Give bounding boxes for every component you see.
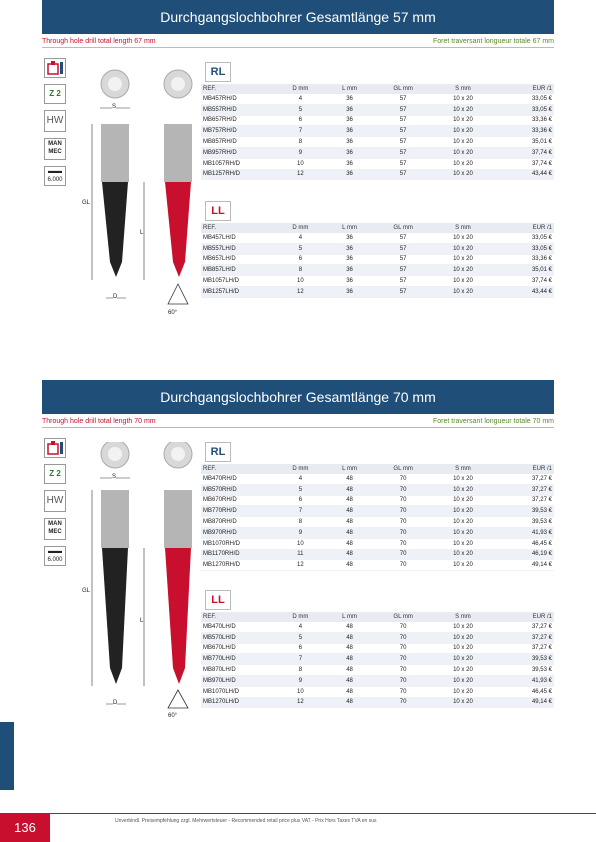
l-cell: 36 (326, 169, 374, 180)
table-header-row (201, 223, 554, 233)
dim-gl-label: GL (82, 588, 91, 594)
gl-cell: 70 (373, 517, 433, 528)
l-cell: 36 (326, 286, 374, 297)
gl-cell: 70 (373, 495, 433, 506)
l-cell: 36 (326, 265, 374, 276)
table-row (201, 527, 554, 538)
col-s: S mm (433, 464, 493, 474)
table-row (201, 549, 554, 560)
ref-cell: MB870RH/D (201, 517, 275, 528)
col-ref: REF. (201, 223, 275, 233)
gl-cell: 70 (373, 527, 433, 538)
l-cell: 48 (326, 517, 374, 528)
d-cell: 7 (275, 506, 326, 517)
ll-table (201, 223, 554, 298)
d-cell: 10 (275, 538, 326, 549)
gl-cell: 57 (373, 147, 433, 158)
d-cell: 9 (275, 527, 326, 538)
s-cell: 10 x 20 (433, 474, 493, 484)
gl-cell: 57 (373, 286, 433, 297)
gl-cell: 70 (373, 632, 433, 643)
d-cell: 4 (275, 622, 326, 632)
ref-cell: MB470LH/D (201, 622, 275, 632)
price-cell: 33,05 € (493, 94, 554, 104)
d-cell: 9 (275, 675, 326, 686)
drill-illustration (78, 62, 204, 332)
ref-cell: MB457LH/D (201, 233, 275, 243)
l-cell: 48 (326, 527, 374, 538)
d-cell: 8 (275, 137, 326, 148)
table-row (201, 254, 554, 265)
d-cell: 12 (275, 697, 326, 708)
table-row (201, 115, 554, 126)
col-l: L mm (326, 612, 374, 622)
ref-cell: MB570RH/D (201, 484, 275, 495)
price-cell: 37,27 € (493, 484, 554, 495)
d-cell: 12 (275, 286, 326, 297)
price-cell: 39,53 € (493, 517, 554, 528)
ref-cell: MB557RH/D (201, 104, 275, 115)
man-label: MAN (48, 141, 62, 147)
price-cell: 37,27 € (493, 632, 554, 643)
ref-cell: MB1057RH/D (201, 158, 275, 169)
s-cell: 10 x 20 (433, 115, 493, 126)
d-cell: 4 (275, 233, 326, 243)
ref-cell: MB970RH/D (201, 527, 275, 538)
d-cell: 10 (275, 686, 326, 697)
s-cell: 10 x 20 (433, 495, 493, 506)
subtitle-en: Through hole drill total length 70 mm (42, 418, 156, 425)
s-cell: 10 x 20 (433, 654, 493, 665)
col-l: L mm (326, 223, 374, 233)
ref-cell: MB757RH/D (201, 126, 275, 137)
col-l: L mm (326, 84, 374, 94)
table-row (201, 484, 554, 495)
price-cell: 33,36 € (493, 254, 554, 265)
d-cell: 11 (275, 549, 326, 560)
footer-note: Unverbindl. Preisempfehlung zzgl. Mehrwertsteuer - Recommended retail price plus VAT - Prix Hors Taxes TVA en sus (115, 818, 377, 824)
mec-label: MEC (48, 529, 62, 535)
price-cell: 46,19 € (493, 549, 554, 560)
col-ref: REF. (201, 84, 275, 94)
d-cell: 5 (275, 243, 326, 254)
l-cell: 48 (326, 506, 374, 517)
ll-badge: LL (205, 201, 231, 221)
subtitle-fr: Foret traversant longueur totale 70 mm (432, 418, 554, 425)
s-cell: 10 x 20 (433, 697, 493, 708)
s-cell: 10 x 20 (433, 137, 493, 148)
s-cell: 10 x 20 (433, 233, 493, 243)
table-row (201, 276, 554, 287)
s-cell: 10 x 20 (433, 665, 493, 676)
s-cell: 10 x 20 (433, 560, 493, 571)
table-header-row (201, 84, 554, 94)
mec-label: MEC (48, 149, 62, 155)
col-eur: EUR /1 (493, 84, 554, 94)
man-mec-icon (44, 518, 66, 540)
feature-icons (42, 438, 68, 572)
col-ref: REF. (201, 612, 275, 622)
s-cell: 10 x 20 (433, 158, 493, 169)
col-s: S mm (433, 612, 493, 622)
gl-cell: 70 (373, 538, 433, 549)
package-symbol: ▬▬ (48, 548, 62, 555)
s-cell: 10 x 20 (433, 686, 493, 697)
gl-cell: 57 (373, 233, 433, 243)
gl-cell: 57 (373, 115, 433, 126)
d-cell: 5 (275, 104, 326, 115)
col-d: D mm (275, 84, 326, 94)
price-cell: 43,44 € (493, 286, 554, 297)
gl-cell: 70 (373, 643, 433, 654)
price-cell: 41,93 € (493, 675, 554, 686)
subtitle-rule (42, 47, 554, 48)
col-gl: GL mm (373, 223, 433, 233)
section-57 (0, 0, 596, 350)
price-cell: 37,74 € (493, 147, 554, 158)
l-cell: 48 (326, 675, 374, 686)
s-cell: 10 x 20 (433, 675, 493, 686)
col-eur: EUR /1 (493, 464, 554, 474)
gl-cell: 70 (373, 474, 433, 484)
table-row (201, 560, 554, 571)
table-row (201, 286, 554, 297)
l-cell: 36 (326, 276, 374, 287)
dim-d-label: D (113, 294, 118, 300)
l-cell: 48 (326, 697, 374, 708)
l-cell: 36 (326, 243, 374, 254)
dim-s-label: S (112, 474, 117, 480)
ref-cell: MB670RH/D (201, 495, 275, 506)
l-cell: 48 (326, 474, 374, 484)
price-cell: 35,01 € (493, 137, 554, 148)
ref-cell: MB1270RH/D (201, 560, 275, 571)
s-cell: 10 x 20 (433, 254, 493, 265)
s-cell: 10 x 20 (433, 265, 493, 276)
price-cell: 35,01 € (493, 265, 554, 276)
l-cell: 36 (326, 147, 374, 158)
d-cell: 4 (275, 94, 326, 104)
col-gl: GL mm (373, 612, 433, 622)
col-eur: EUR /1 (493, 612, 554, 622)
s-cell: 10 x 20 (433, 243, 493, 254)
table-row (201, 538, 554, 549)
ref-cell: MB957RH/D (201, 147, 275, 158)
rl-table (201, 84, 554, 180)
col-s: S mm (433, 223, 493, 233)
man-label: MAN (48, 521, 62, 527)
table-row (201, 233, 554, 243)
drill-illustration (78, 442, 204, 719)
l-cell: 48 (326, 632, 374, 643)
table-row (201, 622, 554, 632)
dim-d-label: D (113, 700, 118, 706)
l-cell: 48 (326, 665, 374, 676)
price-cell: 37,27 € (493, 622, 554, 632)
section-title: Durchgangslochbohrer Gesamtlänge 70 mm (42, 380, 554, 414)
gl-cell: 57 (373, 276, 433, 287)
s-cell: 10 x 20 (433, 147, 493, 158)
section-title: Durchgangslochbohrer Gesamtlänge 57 mm (42, 0, 554, 34)
d-cell: 6 (275, 115, 326, 126)
package-qty: 6.000 (47, 557, 63, 563)
ref-cell: MB657LH/D (201, 254, 275, 265)
ref-cell: MB870LH/D (201, 665, 275, 676)
l-cell: 36 (326, 137, 374, 148)
table-row (201, 104, 554, 115)
l-cell: 36 (326, 233, 374, 243)
l-cell: 36 (326, 104, 374, 115)
s-cell: 10 x 20 (433, 643, 493, 654)
price-cell: 37,74 € (493, 158, 554, 169)
table-row (201, 654, 554, 665)
table-header-row (201, 464, 554, 474)
ll-badge: LL (205, 590, 231, 610)
table-row (201, 517, 554, 528)
col-d: D mm (275, 612, 326, 622)
d-cell: 12 (275, 169, 326, 180)
s-cell: 10 x 20 (433, 506, 493, 517)
d-cell: 5 (275, 632, 326, 643)
col-l: L mm (326, 464, 374, 474)
d-cell: 10 (275, 158, 326, 169)
l-cell: 48 (326, 538, 374, 549)
s-cell: 10 x 20 (433, 622, 493, 632)
table-row (201, 126, 554, 137)
price-cell: 41,93 € (493, 527, 554, 538)
ref-cell: MB1257LH/D (201, 286, 275, 297)
l-cell: 48 (326, 686, 374, 697)
ref-cell: MB657RH/D (201, 115, 275, 126)
angle-label: 60° (168, 310, 178, 316)
dim-l-label: L (140, 230, 144, 236)
price-cell: 49,14 € (493, 697, 554, 708)
l-cell: 48 (326, 654, 374, 665)
table-row (201, 243, 554, 254)
d-cell: 6 (275, 254, 326, 265)
ref-cell: MB1070RH/D (201, 538, 275, 549)
table-row (201, 675, 554, 686)
hw-icon: HW (44, 490, 66, 512)
hw-icon: HW (44, 110, 66, 132)
price-cell: 37,74 € (493, 276, 554, 287)
side-tab (0, 722, 14, 790)
price-cell: 33,05 € (493, 104, 554, 115)
z2-icon: Z 2 (44, 464, 66, 484)
s-cell: 10 x 20 (433, 169, 493, 180)
ref-cell: MB857LH/D (201, 265, 275, 276)
section-70 (0, 380, 596, 730)
table-row (201, 137, 554, 148)
package-icon (44, 166, 66, 186)
gl-cell: 70 (373, 697, 433, 708)
table-row (201, 169, 554, 180)
gl-cell: 57 (373, 158, 433, 169)
ref-cell: MB1057LH/D (201, 276, 275, 287)
col-gl: GL mm (373, 464, 433, 474)
price-cell: 33,05 € (493, 233, 554, 243)
price-cell: 37,27 € (493, 643, 554, 654)
gl-cell: 57 (373, 169, 433, 180)
l-cell: 48 (326, 549, 374, 560)
table-header-row (201, 612, 554, 622)
table-row (201, 643, 554, 654)
rl-badge: RL (205, 442, 231, 462)
ref-cell: MB570LH/D (201, 632, 275, 643)
l-cell: 48 (326, 643, 374, 654)
table-row (201, 94, 554, 104)
price-cell: 39,53 € (493, 654, 554, 665)
s-cell: 10 x 20 (433, 517, 493, 528)
s-cell: 10 x 20 (433, 632, 493, 643)
ref-cell: MB457RH/D (201, 94, 275, 104)
l-cell: 36 (326, 115, 374, 126)
subtitle-fr: Foret traversant longueur totale 67 mm (432, 38, 554, 45)
table-row (201, 506, 554, 517)
angle-label: 60° (168, 713, 178, 719)
package-icon (44, 546, 66, 566)
dim-l-label: L (140, 618, 144, 624)
feature-icons (42, 58, 68, 192)
shank-icon (44, 58, 66, 78)
shank-icon (44, 438, 66, 458)
l-cell: 48 (326, 560, 374, 571)
ref-cell: MB557LH/D (201, 243, 275, 254)
gl-cell: 70 (373, 686, 433, 697)
subtitle-en: Through hole drill total length 67 mm (42, 38, 156, 45)
gl-cell: 57 (373, 104, 433, 115)
ll-table (201, 612, 554, 708)
price-cell: 39,53 € (493, 665, 554, 676)
s-cell: 10 x 20 (433, 527, 493, 538)
ref-cell: MB1070LH/D (201, 686, 275, 697)
page-number: 136 (0, 813, 50, 842)
price-cell: 37,27 € (493, 495, 554, 506)
price-cell: 37,27 € (493, 474, 554, 484)
gl-cell: 70 (373, 665, 433, 676)
man-mec-icon (44, 138, 66, 160)
dim-gl-label: GL (82, 200, 91, 206)
price-cell: 46,45 € (493, 686, 554, 697)
d-cell: 8 (275, 517, 326, 528)
table-row (201, 265, 554, 276)
l-cell: 36 (326, 158, 374, 169)
s-cell: 10 x 20 (433, 484, 493, 495)
table-row (201, 697, 554, 708)
gl-cell: 57 (373, 265, 433, 276)
ref-cell: MB670LH/D (201, 643, 275, 654)
package-qty: 6.000 (47, 177, 63, 183)
gl-cell: 57 (373, 243, 433, 254)
table-row (201, 158, 554, 169)
l-cell: 48 (326, 622, 374, 632)
l-cell: 36 (326, 126, 374, 137)
package-symbol: ▬▬ (48, 168, 62, 175)
gl-cell: 70 (373, 654, 433, 665)
gl-cell: 70 (373, 622, 433, 632)
price-cell: 49,14 € (493, 560, 554, 571)
price-cell: 33,36 € (493, 126, 554, 137)
ref-cell: MB770LH/D (201, 654, 275, 665)
d-cell: 7 (275, 126, 326, 137)
d-cell: 6 (275, 643, 326, 654)
l-cell: 48 (326, 495, 374, 506)
gl-cell: 57 (373, 94, 433, 104)
subtitle-rule (42, 427, 554, 428)
l-cell: 36 (326, 94, 374, 104)
col-gl: GL mm (373, 84, 433, 94)
s-cell: 10 x 20 (433, 286, 493, 297)
table-row (201, 665, 554, 676)
ref-cell: MB857RH/D (201, 137, 275, 148)
gl-cell: 70 (373, 484, 433, 495)
dim-s-label: S (112, 104, 117, 110)
price-cell: 33,05 € (493, 243, 554, 254)
d-cell: 5 (275, 484, 326, 495)
gl-cell: 70 (373, 675, 433, 686)
col-d: D mm (275, 464, 326, 474)
gl-cell: 57 (373, 126, 433, 137)
price-cell: 33,36 € (493, 115, 554, 126)
table-row (201, 147, 554, 158)
table-row (201, 632, 554, 643)
gl-cell: 70 (373, 560, 433, 571)
d-cell: 4 (275, 474, 326, 484)
price-cell: 46,45 € (493, 538, 554, 549)
bottom-rule (50, 813, 596, 814)
table-row (201, 686, 554, 697)
l-cell: 48 (326, 484, 374, 495)
table-row (201, 474, 554, 484)
d-cell: 12 (275, 560, 326, 571)
d-cell: 8 (275, 665, 326, 676)
d-cell: 6 (275, 495, 326, 506)
d-cell: 8 (275, 265, 326, 276)
gl-cell: 57 (373, 254, 433, 265)
gl-cell: 57 (373, 137, 433, 148)
ref-cell: MB470RH/D (201, 474, 275, 484)
col-s: S mm (433, 84, 493, 94)
price-cell: 43,44 € (493, 169, 554, 180)
col-d: D mm (275, 223, 326, 233)
rl-table (201, 464, 554, 571)
z2-icon: Z 2 (44, 84, 66, 104)
gl-cell: 70 (373, 506, 433, 517)
col-ref: REF. (201, 464, 275, 474)
s-cell: 10 x 20 (433, 126, 493, 137)
rl-badge: RL (205, 62, 231, 82)
s-cell: 10 x 20 (433, 94, 493, 104)
table-row (201, 495, 554, 506)
ref-cell: MB970LH/D (201, 675, 275, 686)
ref-cell: MB1257RH/D (201, 169, 275, 180)
ref-cell: MB1270LH/D (201, 697, 275, 708)
d-cell: 9 (275, 147, 326, 158)
price-cell: 39,53 € (493, 506, 554, 517)
s-cell: 10 x 20 (433, 538, 493, 549)
s-cell: 10 x 20 (433, 104, 493, 115)
s-cell: 10 x 20 (433, 549, 493, 560)
ref-cell: MB770RH/D (201, 506, 275, 517)
gl-cell: 70 (373, 549, 433, 560)
l-cell: 36 (326, 254, 374, 265)
s-cell: 10 x 20 (433, 276, 493, 287)
col-eur: EUR /1 (493, 223, 554, 233)
d-cell: 7 (275, 654, 326, 665)
ref-cell: MB1170RH/D (201, 549, 275, 560)
d-cell: 10 (275, 276, 326, 287)
